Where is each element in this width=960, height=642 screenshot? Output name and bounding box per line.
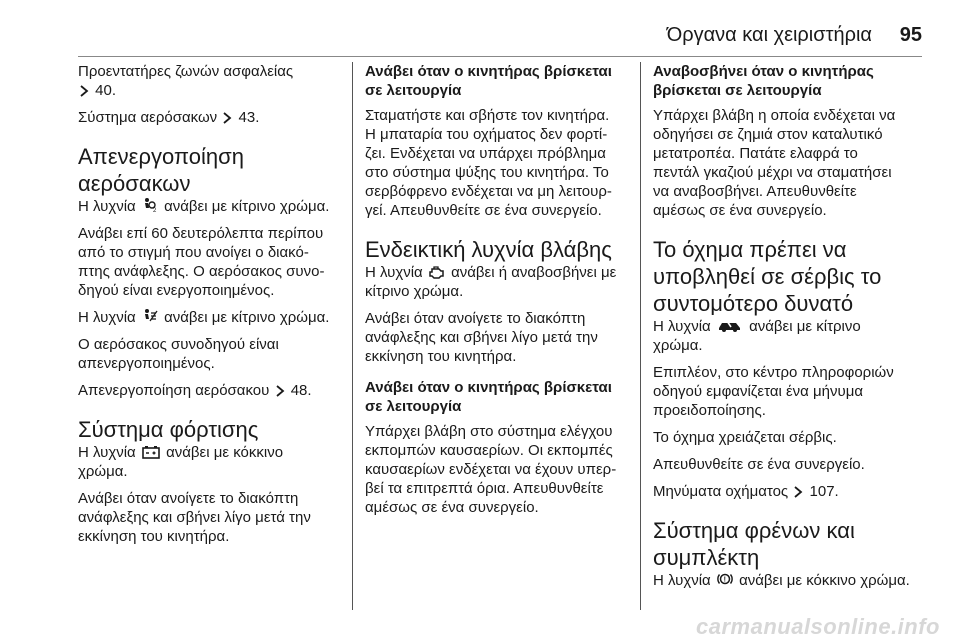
svg-text:2: 2 xyxy=(152,208,157,213)
reference-arrow-icon xyxy=(223,112,232,124)
paragraph: Ανάβει όταν ανοίγετε το διακόπτη ανάφλεξης και σβήνει λίγο μετά την εκκίνηση του κινητήρα. xyxy=(78,490,311,545)
paragraph: Η λυχνία ανάβει με κίτρινο χρώμα. xyxy=(78,309,330,326)
column-1 xyxy=(78,62,354,554)
paragraph: Η λυχνία ! ανάβει με κόκκινο χρώμα. xyxy=(653,572,910,589)
paragraph: Σταματήστε και σβήστε τον κινητήρα. Η μπαταρία του οχήματος δεν φορτί- ζει. Ενδέχεται να υπάρχει πρόβλημα στο σύστημα ψύξης του κινητήρα. Το σερβόφρενο ενδέχεται να μη λειτουρ- γεί. Απευθυνθείτε σε ένα συνεργείο. xyxy=(365,107,612,219)
column-2 xyxy=(365,62,641,525)
paragraph: Ο αερόσακος συνοδηγού είναι απενεργοποιημένος. xyxy=(78,336,279,372)
reference-arrow-icon xyxy=(80,85,89,97)
paragraph: Το όχημα χρειάζεται σέρβις. xyxy=(653,429,837,446)
subsection-heading: Ανάβει όταν ο κινητήρας βρίσκεται σε λειτουργία xyxy=(365,63,612,99)
section-heading: Ενδεικτική λυχνία βλάβης xyxy=(365,237,612,262)
section-heading: Απενεργοποίηση αερόσακων xyxy=(78,144,244,196)
paragraph: Απενεργοποίηση αερόσακου 48. xyxy=(78,382,312,399)
subsection-heading: Αναβοσβήνει όταν ο κινητήρας βρίσκεται σε λειτουργία xyxy=(653,63,874,99)
paragraph: Η λυχνία 2 ανάβει με κίτρινο χρώμα. xyxy=(78,198,330,215)
section-heading: Σύστημα φόρτισης xyxy=(78,417,259,442)
paragraph: Υπάρχει βλάβη στο σύστημα ελέγχου εκπομπών καυσαερίων. Οι εκπομπές καυσαερίων ενδέχεται να έχουν υπερ- βεί τα επιτρεπτά όρια. Απευθυνθείτε αμέσως σε ένα συνεργείο. xyxy=(365,423,617,516)
passenger-airbag-off-icon xyxy=(142,308,158,324)
watermark: carmanualsonline.info xyxy=(696,614,940,639)
page-number: 95 xyxy=(899,24,922,46)
section-heading: Σύστημα φρένων και συμπλέκτη xyxy=(653,518,855,570)
airbag-off-icon xyxy=(142,197,158,213)
header-rule xyxy=(78,56,922,57)
section-heading: Το όχημα πρέπει να υποβληθεί σε σέρβις το συντομότερο δυνατό xyxy=(653,237,882,316)
paragraph: Μηνύματα οχήματος 107. xyxy=(653,483,839,500)
subsection-heading: Ανάβει όταν ο κινητήρας βρίσκεται σε λειτουργία xyxy=(365,379,612,415)
paragraph: Η λυχνία ανάβει με κόκκινο χρώμα. xyxy=(78,444,284,480)
page-header xyxy=(0,0,960,54)
reference-link[interactable]: 107. xyxy=(809,483,839,500)
engine-icon xyxy=(429,265,445,279)
reference-link[interactable]: 48. xyxy=(290,382,312,399)
brake-icon xyxy=(717,571,733,587)
battery-icon xyxy=(142,445,160,459)
reference-link[interactable]: 43. xyxy=(238,109,260,126)
reference-arrow-icon xyxy=(276,385,285,397)
paragraph: Επιπλέον, στο κέντρο πληροφοριών οδηγού εμφανίζεται ένα μήνυμα προειδοποίησης. xyxy=(653,364,894,419)
header-title: Όργανα και χειριστήρια xyxy=(666,24,872,46)
reference-link[interactable]: 40. xyxy=(95,82,117,99)
paragraph: Η λυχνία ανάβει ή αναβοσβήνει με κίτρινο χρώμα. xyxy=(365,264,617,300)
paragraph: Απευθυνθείτε σε ένα συνεργείο. xyxy=(653,456,865,473)
paragraph: Προεντατήρες ζωνών ασφαλείας 40. xyxy=(78,63,294,99)
reference-arrow-icon xyxy=(794,486,803,498)
paragraph: Σύστημα αερόσακων 43. xyxy=(78,109,260,126)
paragraph: Υπάρχει βλάβη η οποία ενδέχεται να οδηγήσει σε ζημιά στον καταλυτικό μετατροπέα. Πατάτε ελαφρά το πεντάλ γκαζιού μέχρι να σταματήσει να αναβοσβήνει. Απευθυνθείτε αμέσως σε ένα συνεργείο. xyxy=(653,107,896,219)
service-car-icon xyxy=(717,319,743,333)
paragraph: Ανάβει όταν ανοίγετε το διακόπτη ανάφλεξης και σβήνει λίγο μετά την εκκίνηση του κινητήρα. xyxy=(365,310,598,365)
svg-text:!: ! xyxy=(723,576,726,584)
paragraph: Η λυχνία ανάβει με κίτρινο χρώμα. xyxy=(653,318,861,354)
column-3 xyxy=(653,62,925,598)
paragraph: Ανάβει επί 60 δευτερόλεπτα περίπου από το στιγμή που ανοίγει ο διακό- πτης ανάφλεξης. Ο αερόσακος συνο- δηγού είναι ενεργοποιημένος. xyxy=(78,225,325,299)
